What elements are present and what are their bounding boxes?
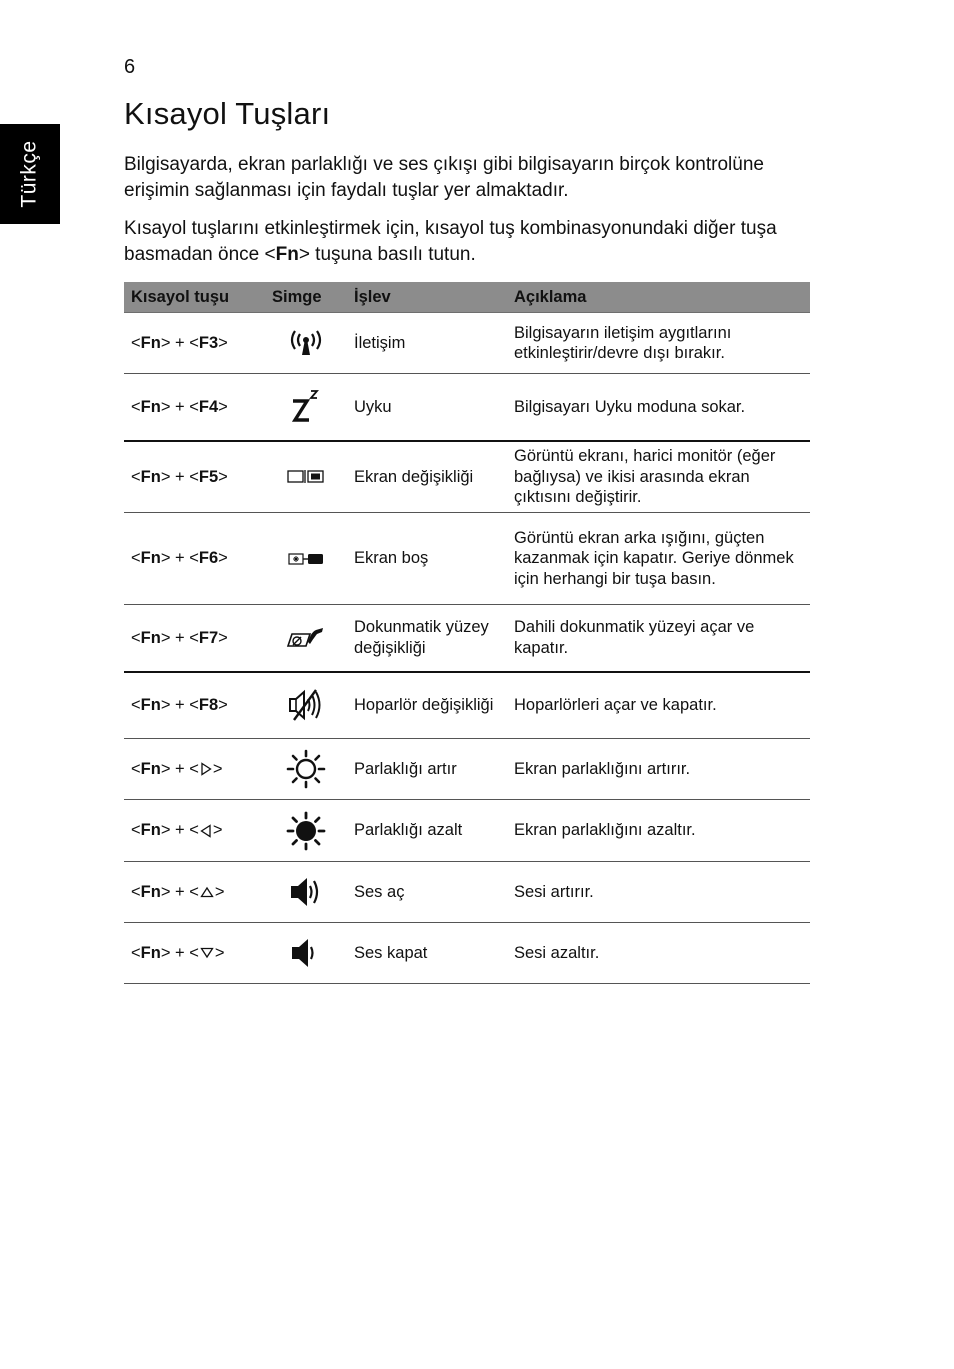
volume-down-icon [265,923,347,984]
brightness-down-icon [265,800,347,862]
instruction-text-after: > tuşuna basılı tutun. [298,244,476,265]
header-function: İşlev [347,282,507,313]
shortcut-key: <Fn> + < > [124,923,265,984]
language-tab-label: Türkçe [18,140,41,208]
table-row [124,800,810,862]
header-icon: Simge [265,282,347,313]
shortcut-table [124,282,810,984]
wireless-icon [265,313,347,374]
table-header-row [124,282,810,313]
table-row [124,862,810,923]
function-description: Sesi artırır. [507,862,810,923]
intro-paragraph: Bilgisayarda, ekran parlaklığı ve ses çıkışı gibi bilgisayarın birçok kontrolüne erişimin sağlanması için faydalı tuşlar yer almaktadır. [124,154,764,201]
function-description: Ekran parlaklığını azaltır. [507,800,810,862]
brightness-up-icon [265,739,347,800]
language-tab [0,124,60,224]
shortcut-key: <Fn> + <F4> [124,374,265,441]
function-label: Parlaklığı artır [347,739,507,800]
function-description: Bilgisayarın iletişim aygıtlarını etkinleştirir/devre dışı bırakır. [507,313,810,374]
table-row [124,374,810,441]
shortcut-key: <Fn> + <F6> [124,513,265,605]
table-row [124,605,810,672]
shortcut-key: <Fn> + <F3> [124,313,265,374]
function-label: Ses kapat [347,923,507,984]
down-arrow-icon [200,947,214,959]
table-row [124,441,810,513]
page-title: Kısayol Tuşları [124,96,331,131]
sleep-icon [265,374,347,441]
shortcut-key: <Fn> + < > [124,800,265,862]
header-shortcut: Kısayol tuşu [124,282,265,313]
function-label: İletişim [347,313,507,374]
function-description: Ekran parlaklığını artırır. [507,739,810,800]
instruction-paragraph [124,216,814,268]
page-number: 6 [124,56,136,78]
function-description: Görüntü ekranı, harici monitör (eğer bağlıysa) ve ikisi arasında ekran çıktısını değiştirir. [507,441,810,513]
table-row [124,739,810,800]
table-row [124,513,810,605]
function-label: Ekran değişikliği [347,441,507,513]
function-label: Ekran boş [347,513,507,605]
touchpad-toggle-icon [265,605,347,672]
function-label: Hoparlör değişikliği [347,672,507,739]
shortcut-key: <Fn> + <F8> [124,672,265,739]
table-row [124,313,810,374]
function-description: Hoparlörleri açar ve kapatır. [507,672,810,739]
volume-up-icon [265,862,347,923]
instruction-key: Fn [275,244,299,265]
header-description: Açıklama [507,282,810,313]
table-row [124,923,810,984]
function-label: Uyku [347,374,507,441]
shortcut-key: <Fn> + <F5> [124,441,265,513]
up-arrow-icon [200,886,214,898]
left-arrow-icon [200,824,212,838]
display-toggle-icon [265,441,347,513]
shortcut-key: <Fn> + <F7> [124,605,265,672]
shortcut-key: <Fn> + < > [124,862,265,923]
instruction-text-before: Kısayol tuşlarını etkinleştirmek için, kısayol tuş kombinasyonundaki diğer tuşa basmadan önce < [124,218,777,265]
screen-blank-icon [265,513,347,605]
function-label: Parlaklığı azalt [347,800,507,862]
right-arrow-icon [200,762,212,776]
function-description: Bilgisayarı Uyku moduna sokar. [507,374,810,441]
function-description: Dahili dokunmatik yüzeyi açar ve kapatır. [507,605,810,672]
function-description: Görüntü ekran arka ışığını, güçten kazanmak için kapatır. Geriye dönmek için herhangi bir tuşa basın. [507,513,810,605]
function-label: Ses aç [347,862,507,923]
function-label: Dokunmatik yüzey değişikliği [347,605,507,672]
speaker-toggle-icon [265,672,347,739]
function-description: Sesi azaltır. [507,923,810,984]
table-row [124,672,810,739]
shortcut-key: <Fn> + < > [124,739,265,800]
